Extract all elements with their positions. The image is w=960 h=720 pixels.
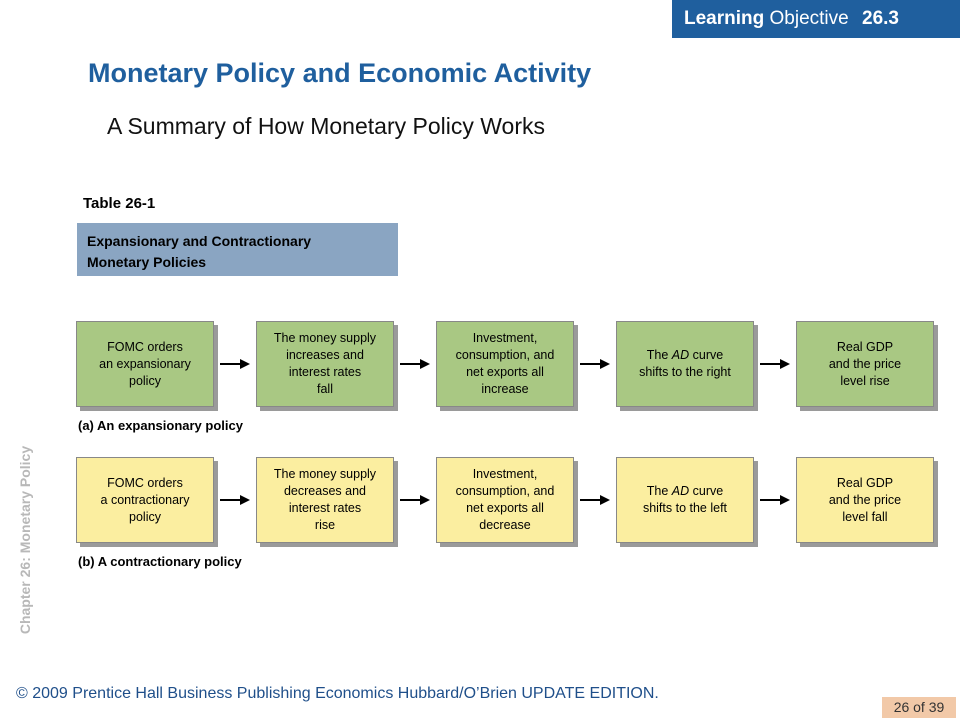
learning-objective-label: Objective <box>769 8 849 29</box>
flow-box-line: interest rates <box>288 365 362 379</box>
flow-box-line: Real GDP <box>836 475 894 490</box>
flow-box-line: shifts to the right <box>639 365 731 379</box>
learning-objective-badge <box>672 0 960 38</box>
arrow-right-icon <box>400 358 430 370</box>
flow-box-line: and the price <box>828 356 902 371</box>
flow-box-text <box>93 339 197 390</box>
flow-box <box>436 457 574 543</box>
page-title: Monetary Policy and Economic Activity <box>88 58 592 88</box>
flow-box-line: Real GDP <box>836 339 894 354</box>
flow-box-line: rise <box>314 518 336 532</box>
flow-box-line: net exports all <box>466 501 544 515</box>
flow-box-text <box>823 339 907 390</box>
arrow-right-icon <box>760 494 790 506</box>
arrow-right-icon <box>580 494 610 506</box>
table-caption <box>77 223 398 276</box>
flow-box-line: The AD curve <box>646 484 724 498</box>
arrow-right-icon <box>400 494 430 506</box>
flow-box-line: consumption, and <box>455 484 555 498</box>
flow-box <box>796 457 934 543</box>
table-caption-line1: Expansionary and Contractionary <box>87 233 312 249</box>
flow-box-line: Investment, <box>472 331 538 345</box>
flow-box-text <box>95 475 196 526</box>
flow-box-line: net exports all <box>466 365 544 379</box>
arrow-right-icon <box>220 494 250 506</box>
flow-box <box>436 321 574 407</box>
flow-box-line: The AD curve <box>646 348 724 362</box>
arrow-right-icon <box>220 358 250 370</box>
flow-box-line: The money supply <box>273 331 377 345</box>
flow-box-text <box>450 466 561 534</box>
flow-box <box>76 321 214 407</box>
flow-box-line: decrease <box>479 518 531 532</box>
flow-box <box>76 457 214 543</box>
flow-box <box>256 321 394 407</box>
page-number: 26 of 39 <box>882 697 956 718</box>
page-subtitle: A Summary of How Monetary Policy Works <box>107 113 545 139</box>
learning-objective-number: 26.3 <box>862 8 899 29</box>
flow-box <box>616 321 754 407</box>
contractionary-label: (b) A contractionary policy <box>78 554 242 569</box>
flow-box-line: consumption, and <box>455 348 555 362</box>
flow-box-text <box>268 330 382 398</box>
flow-box-line: interest rates <box>288 501 362 515</box>
arrow-right-icon <box>580 358 610 370</box>
flow-box-line: decreases and <box>283 484 366 498</box>
flow-box <box>256 457 394 543</box>
flow-box-line: FOMC orders <box>107 339 183 354</box>
flow-box-line: fall <box>317 382 333 396</box>
flow-box-line: level fall <box>842 509 888 524</box>
expansionary-label: (a) An expansionary policy <box>78 418 243 433</box>
flow-box-text <box>450 330 561 398</box>
copyright-footer: © 2009 Prentice Hall Business Publishing Economics Hubbard/O’Brien UPDATE EDITION. <box>16 685 659 702</box>
flow-box <box>796 321 934 407</box>
flow-box-line: level rise <box>840 373 890 388</box>
flow-box-line: increases and <box>286 348 364 362</box>
flow-box-line: an expansionary <box>99 356 191 371</box>
chapter-side-label: Chapter 26: Monetary Policy <box>17 445 33 635</box>
learning-objective-prefix: Learning <box>684 8 765 29</box>
flow-box-text <box>268 466 382 534</box>
flow-box-text <box>633 347 737 381</box>
flow-box-line: increase <box>481 382 529 396</box>
flow-box-line: FOMC orders <box>107 475 183 490</box>
flow-box-line: policy <box>129 373 161 388</box>
flow-box-line: a contractionary <box>100 492 190 507</box>
flow-box-line: shifts to the left <box>642 501 728 515</box>
flow-box-line: policy <box>129 509 161 524</box>
flow-box <box>616 457 754 543</box>
flow-box-line: Investment, <box>472 467 538 481</box>
flow-box-line: The money supply <box>273 467 377 481</box>
table-caption-line2: Monetary Policies <box>87 254 207 270</box>
flow-box-text <box>823 475 907 526</box>
flow-box-line: and the price <box>828 492 902 507</box>
flow-box-text <box>637 483 733 517</box>
table-label: Table 26-1 <box>83 195 156 212</box>
arrow-right-icon <box>760 358 790 370</box>
